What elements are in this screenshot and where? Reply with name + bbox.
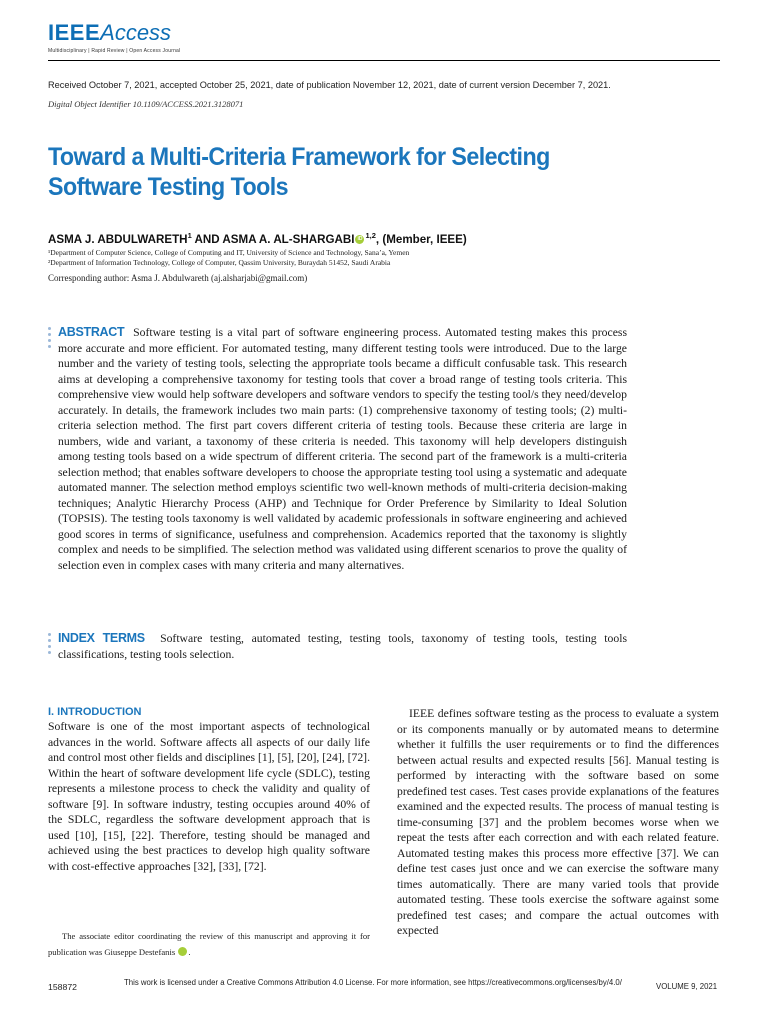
left-column — [48, 706, 370, 874]
index-terms-dots-icon — [48, 633, 51, 657]
doi: Digital Object Identifier 10.1109/ACCESS.2021.3128071 — [48, 99, 244, 109]
license-notice: This work is licensed under a Creative Commons Attribution 4.0 License. For more information, see https://creativecommons.org/licenses/by/4.0/ — [124, 978, 622, 987]
right-column — [397, 706, 719, 939]
logo-access: Access — [100, 20, 172, 45]
orcid-icon-editor[interactable]: iD — [178, 947, 187, 956]
author-and: AND ASMA A. AL-SHARGABI — [191, 232, 355, 246]
volume-info: VOLUME 9, 2021 — [656, 982, 718, 991]
abstract — [58, 325, 627, 573]
index-terms-label: INDEX TERMS — [58, 631, 145, 645]
affiliation-2: ²Department of Information Technology, College of Computer, Qassim University, Buraydah 51452, Saudi Arabia — [48, 258, 391, 267]
title-line-2: Software Testing Tools — [48, 173, 289, 201]
abstract-dots-icon — [48, 327, 51, 351]
editor-footnote — [48, 928, 370, 960]
header-rule — [48, 60, 720, 61]
abstract-label: ABSTRACT — [58, 325, 125, 339]
author-1-affiliation: 1 — [187, 231, 192, 240]
logo-ieee: IEEE — [48, 20, 101, 45]
affiliation-1: ¹Department of Computer Science, College of Computing and IT, University of Science and Technology, Sana’a, Yemen — [48, 248, 410, 257]
index-terms-text: Software testing, automated testing, testing tools, taxonomy of testing tools, testing tools classifications, testing tools selection. — [58, 632, 627, 661]
intro-paragraph-right: IEEE defines software testing as the process to evaluate a system or its components manually or by automated means to determine whether it fulfills the user requirements or to find the differences between actual results and expected results [56]. Manual testing is performed by interacting with the software based on some predefined test cases. Test cases provide explanations of the features examined and the expected results. The process of manual testing is time-consuming [37] and the problem becomes worse when we repeat the tests after each correction and with each related feature. Automated testing makes this process more effective [37]. We can define test cases just once and we can exercise the software many times automatically. There are many varied tools that provide automated testing. These tools exercise the software against some predefined test cases; and compare the actual outcomes with expected — [397, 707, 719, 937]
footnote-text: The associate editor coordinating the review of this manuscript and approving it for publication was Giuseppe Destefanis — [48, 931, 370, 957]
abstract-text: Software testing is a vital part of software engineering process. Automated testing makes this process more accurate and more efficient. For automated testing, many different testing tools were introduced. Due to the large number and the variety of testing tools, selecting the appropriate tools became a difficult confusable task. This research aims at developing a comprehensive taxonomy for testing tools that cover a broad range of testing tools criteria. This comprehensive view would help software developers and software vendors to specify the testing tool/s they need/develop accurately. In details, the framework includes two main parts: (1) comprehensive taxonomy of testing tools; (2) multi-criteria selection method. The first part covers different criteria of testing tools. Because these criteria are large in numbers, wide and variant, a taxonomy of these criteria is needed. This taxonomy will help developers distinguish among testing tools based on a wide spectrum of different criteria. The second part of the framework is a multi-criteria selection method; that enables software developers to choose the appropriate testing tool using a systematic and adequate automated manner. The selection method employs scientific two well-known methods of multi-criteria decision-making techniques; Analytic Hierarchy Process (AHP) and Technique for Order Preference by Similarity to Ideal Solution (TOPSIS). The testing tools taxonomy is well validated by academic professionals in software engineering and achieved good scores in terms of significance, usefulness and comprehension. Academics reported that the taxonomy is slightly complex and needs to be simplified. The selection method was validated using different scenarios to prove the quality of selection even in complex cases with many criteria and many alternatives. — [58, 326, 627, 572]
corresponding-author: Corresponding author: Asma J. Abdulwareth (aj.alsharjabi@gmail.com) — [48, 273, 308, 283]
author-list — [48, 231, 467, 246]
journal-tagline: Multidisciplinary | Rapid Review | Open Access Journal — [48, 48, 181, 54]
page-number: 158872 — [48, 982, 77, 992]
author-2-membership: , (Member, IEEE) — [375, 232, 467, 246]
footnote-end: . — [188, 947, 191, 957]
index-terms — [58, 631, 627, 662]
paper-title — [48, 142, 643, 202]
title-line-1: Toward a Multi-Criteria Framework for Selecting — [48, 143, 550, 171]
intro-paragraph-left: Software is one of the most important aspects of technological advances in the world. Software affects all aspects of our daily life and control most other fields and disciplines [1], [5], [20], [24], [72]. Within the heart of software development life cycle (SDLC), testing represents a milestone process to check the validity and quality of software [9]. In software industry, testing occupies around 40% of the SDLC, regardless the software development approach that is used [10], [15], [22]. Therefore, testing should be managed and achieved using the best practices to develop high quality software with cost-effective approaches [32], [33], [72]. — [48, 720, 370, 873]
journal-logo — [48, 20, 180, 54]
received-dates: Received October 7, 2021, accepted October 25, 2021, date of publication November 12, 2021, date of current version December 7, 2021. — [48, 80, 611, 90]
author-2-affiliation: 1,2 — [365, 231, 376, 240]
orcid-icon[interactable]: iD — [357, 235, 363, 242]
section-heading: I. INTRODUCTION — [48, 706, 142, 718]
author-1: ASMA J. ABDULWARETH — [48, 232, 188, 246]
